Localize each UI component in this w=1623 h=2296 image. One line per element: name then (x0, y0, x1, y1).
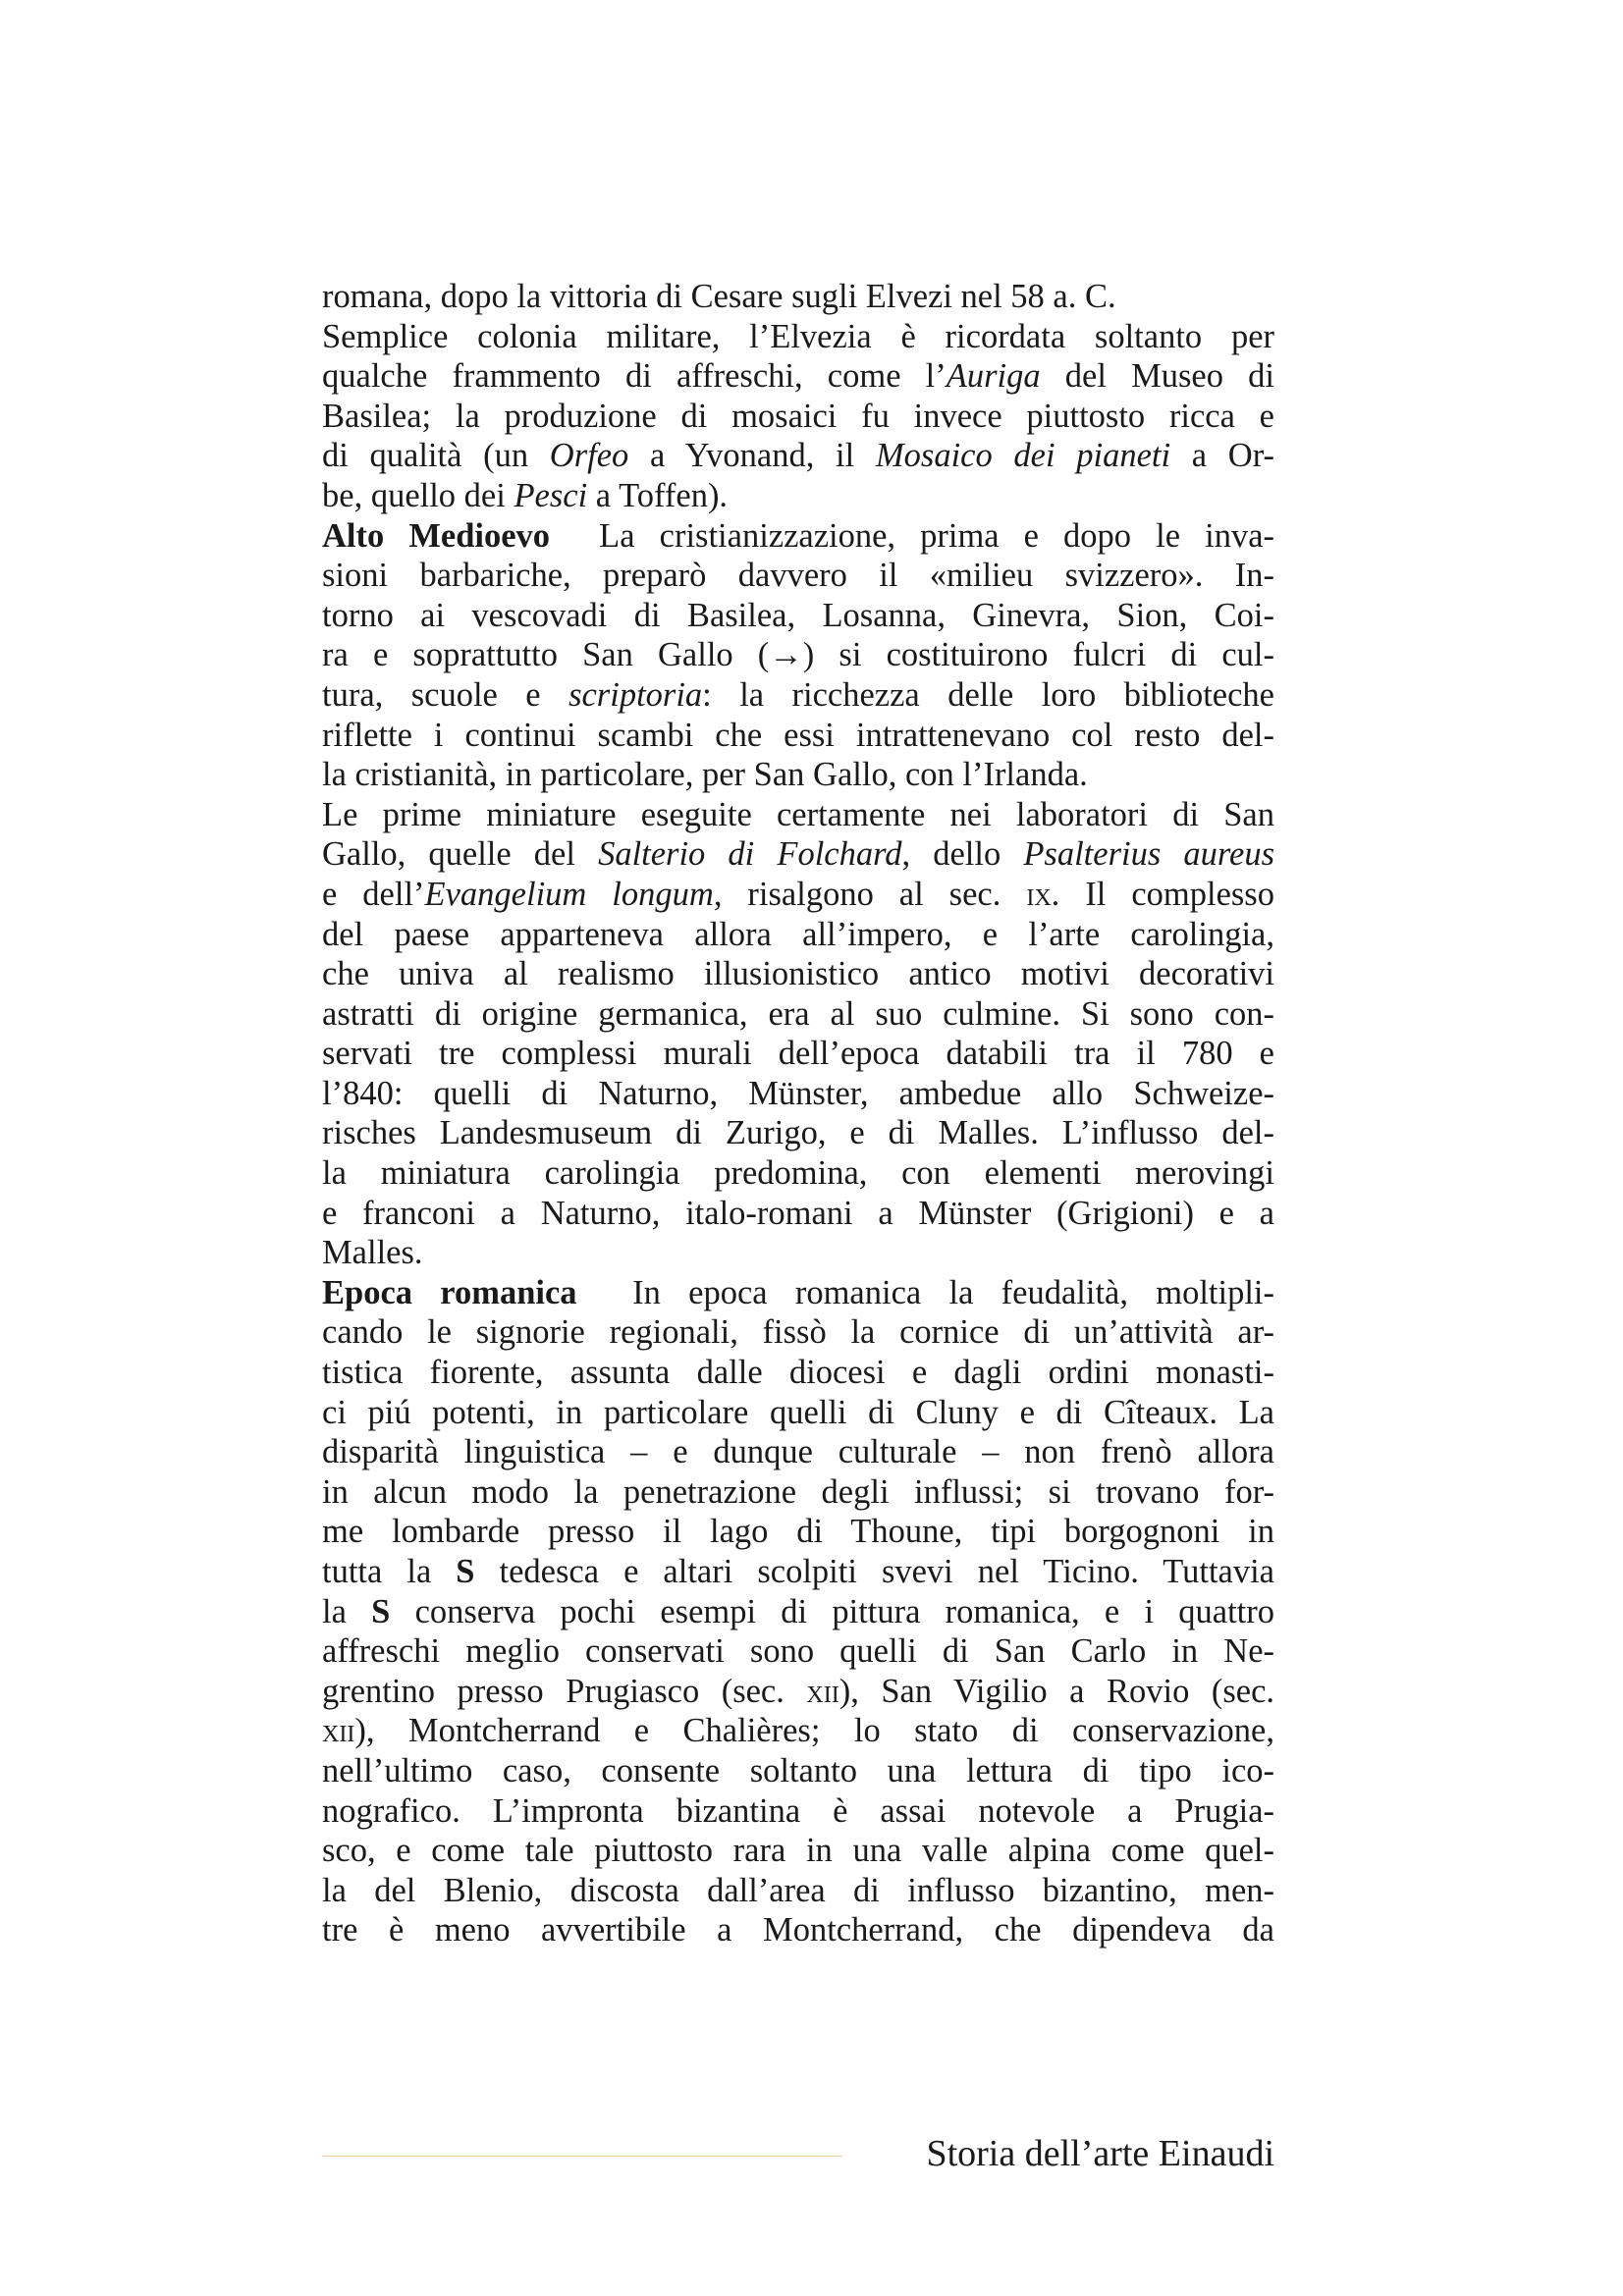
text-line (322, 317, 1274, 357)
text-line (322, 1472, 1274, 1513)
text-segment: Mosaico dei pianeti (875, 437, 1171, 475)
text-line (322, 476, 1274, 516)
text-line (322, 1432, 1274, 1472)
text-segment: tistica fiorente, assunta dalle diocesi e dagli ordini monasti- (322, 1354, 1274, 1392)
text-segment: disparità linguistica – e dunque culturale – non frenò allora (322, 1433, 1274, 1471)
text-segment: xii (806, 1672, 839, 1710)
footer-rule (322, 2156, 842, 2157)
text-segment: la miniatura carolingia predomina, con elementi merovingi (322, 1154, 1274, 1193)
text-segment: ), San Vigilio a Rovio (sec. (839, 1672, 1275, 1710)
text-segment: tedesca e altari scolpiti svevi nel Ticino. Tuttavia (474, 1553, 1274, 1590)
text-line (322, 954, 1274, 994)
text-segment: . Il complesso (1051, 875, 1274, 913)
text-line (322, 1512, 1274, 1552)
text-line (322, 834, 1274, 875)
text-segment: e dell’ (322, 875, 425, 913)
text-segment: a Or- (1170, 437, 1274, 475)
text-segment: nell’ultimo caso, consente soltanto una lettura di tipo ico- (322, 1751, 1274, 1789)
text-line (322, 635, 1274, 675)
text-line (322, 994, 1274, 1035)
text-line (322, 1393, 1274, 1433)
text-line (322, 1153, 1274, 1194)
text-segment: , risalgono al sec. (713, 875, 1027, 913)
text-line (322, 1631, 1274, 1672)
text-segment: Epoca romanica (322, 1273, 577, 1311)
text-segment: sco, e come tale piuttosto rara in una valle alpina come quel- (322, 1832, 1274, 1870)
text-line (322, 277, 1274, 317)
text-segment: Alto Medioevo (322, 516, 551, 555)
body-text (322, 277, 1274, 1950)
text-segment: Salterio di Folchard (598, 835, 902, 874)
text-segment: In epoca romanica la feudalità, moltipli- (576, 1273, 1274, 1311)
text-segment: conserva pochi esempi di pittura romanica, e i quattro (390, 1592, 1274, 1630)
text-line (322, 1751, 1274, 1791)
text-segment: ix (1026, 875, 1052, 913)
text-segment: del paese apparteneva allora all’impero, e l’arte carolingia, (322, 915, 1274, 953)
text-segment: di qualità (un (322, 437, 550, 475)
text-segment: be, quello dei (322, 476, 514, 514)
text-line (322, 1592, 1274, 1632)
text-segment: e franconi a Naturno, italo-romani a Münster (Grigioni) e a (322, 1194, 1274, 1232)
text-segment: xii (322, 1712, 355, 1750)
text-segment: a Toffen). (587, 476, 729, 514)
text-segment: sioni barbariche, preparò davvero il «milieu svizzero». In- (322, 557, 1274, 595)
text-segment: ci piú potenti, in particolare quelli di Cluny e di Cîteaux. La (322, 1393, 1274, 1431)
text-line (322, 716, 1274, 756)
text-line (322, 1711, 1274, 1751)
text-segment: La cristianizzazione, prima e dopo le inva- (550, 516, 1274, 555)
text-segment: tura, scuole e (322, 675, 569, 714)
text-segment: S (371, 1592, 391, 1630)
text-segment: astratti di origine germanica, era al suo culmine. Si sono con- (322, 994, 1274, 1033)
text-line (322, 1034, 1274, 1074)
text-segment: nografico. L’impronta bizantina è assai notevole a Prugia- (322, 1791, 1274, 1830)
text-segment: risches Landesmuseum di Zurigo, e di Malles. L’influsso del- (322, 1114, 1274, 1152)
text-segment: scriptoria (568, 675, 703, 714)
text-line (322, 1312, 1274, 1353)
text-segment: qualche frammento di affreschi, come l’ (322, 357, 947, 396)
text-segment: in alcun modo la penetrazione degli influssi; si trovano for- (322, 1472, 1274, 1511)
text-line (322, 875, 1274, 915)
text-segment: Semplice colonia militare, l’Elvezia è ricordata soltanto per (322, 317, 1274, 355)
text-line (322, 1871, 1274, 1911)
text-segment: ), Montcherrand e Chalières; lo stato di conservazione, (354, 1712, 1274, 1750)
text-line (322, 556, 1274, 596)
text-segment: a Yvonand, il (628, 437, 876, 475)
text-line (322, 356, 1274, 397)
text-segment: tutta la (322, 1553, 457, 1590)
text-line (322, 1672, 1274, 1712)
text-segment: affreschi meglio conservati sono quelli di San Carlo in Ne- (322, 1632, 1274, 1671)
text-segment: servati tre complessi murali dell’epoca databili tra il 780 e (322, 1035, 1274, 1073)
text-line (322, 1831, 1274, 1871)
text-segment: la del Blenio, discosta dall’area di influsso bizantino, men- (322, 1871, 1274, 1909)
text-segment: Pesci (514, 476, 588, 514)
text-segment: cando le signorie regionali, fissò la cornice di un’attività ar- (322, 1313, 1274, 1352)
text-segment: Gallo, quelle del (322, 835, 599, 874)
footer-title: Storia dell’arte Einaudi (926, 2133, 1274, 2174)
text-segment: Auriga (946, 357, 1041, 396)
text-line (322, 1273, 1274, 1313)
text-segment: romana, dopo la vittoria di Cesare sugli Elvezi nel 58 a. C. (322, 278, 1116, 315)
text-segment: Evangelium longum (424, 875, 714, 913)
text-segment: grentino presso Prugiasco (sec. (322, 1672, 807, 1710)
text-line (322, 1233, 1274, 1273)
text-segment: Basilea; la produzione di mosaici fu invece piuttosto ricca e (322, 397, 1274, 435)
text-line (322, 1113, 1274, 1153)
text-line (322, 596, 1274, 636)
text-segment: tre è meno avvertibile a Montcherrand, che dipendeva da (322, 1911, 1274, 1949)
text-segment: Le prime miniature eseguite certamente nei laboratori di San (322, 795, 1274, 833)
text-line (322, 1910, 1274, 1950)
text-line (322, 516, 1274, 557)
text-segment: S (456, 1553, 475, 1590)
text-segment: Psalterius aureus (1023, 835, 1275, 874)
text-segment: la cristianità, in particolare, per San Gallo, con l’Irlanda. (322, 756, 1088, 794)
text-line (322, 675, 1274, 716)
text-line (322, 1353, 1274, 1393)
text-segment: ra e soprattutto San Gallo (→) si costituirono fulcri di cul- (322, 636, 1274, 674)
text-segment: l’840: quelli di Naturno, Münster, ambedue allo Schweize- (322, 1074, 1274, 1112)
text-segment: me lombarde presso il lago di Thoune, tipi borgognoni in (322, 1513, 1274, 1551)
text-segment: : la ricchezza delle loro biblioteche (702, 675, 1274, 714)
text-line (322, 1194, 1274, 1234)
text-segment: Orfeo (549, 437, 629, 475)
text-segment: , dello (901, 835, 1024, 874)
text-line (322, 915, 1274, 955)
text-line (322, 1791, 1274, 1832)
text-segment: del Museo di (1040, 357, 1274, 396)
text-line (322, 1074, 1274, 1114)
text-segment: che univa al realismo illusionistico antico motivi decorativi (322, 955, 1274, 993)
text-segment: la (322, 1592, 372, 1630)
text-segment: torno ai vescovadi di Basilea, Losanna, Ginevra, Sion, Coi- (322, 596, 1274, 634)
text-segment: Malles. (322, 1234, 423, 1272)
text-line (322, 1552, 1274, 1592)
text-line (322, 755, 1274, 795)
text-line (322, 795, 1274, 835)
text-line (322, 397, 1274, 437)
text-line (322, 436, 1274, 476)
text-segment: riflette i continui scambi che essi intrattenevano col resto del- (322, 716, 1274, 754)
